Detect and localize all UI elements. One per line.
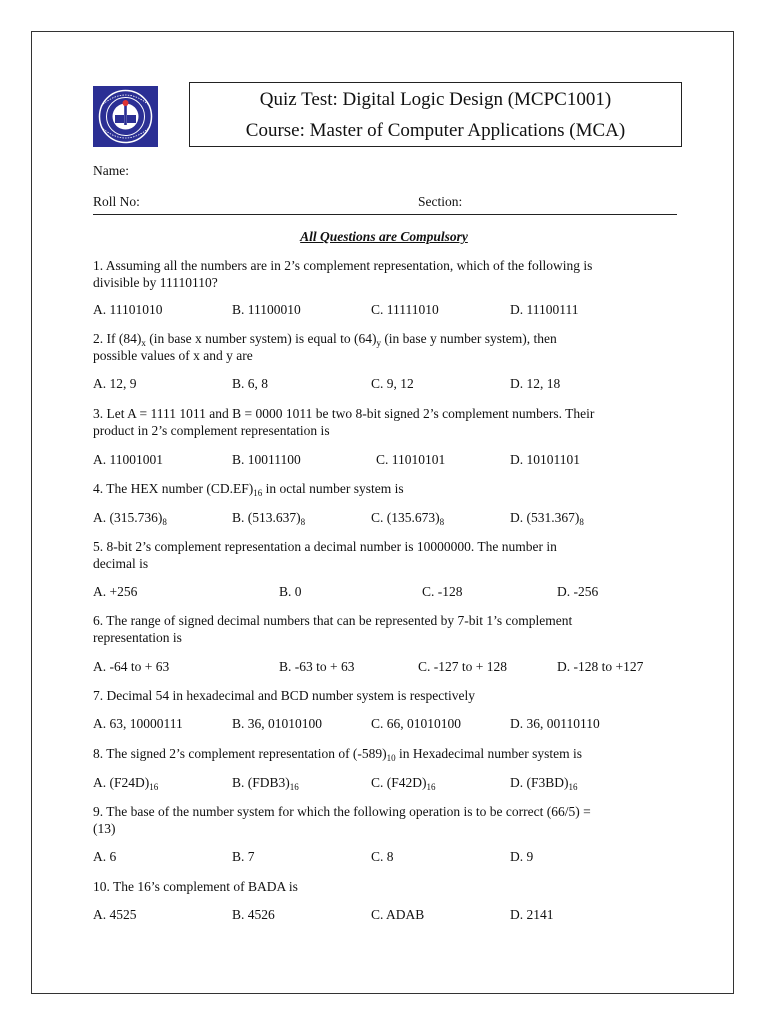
question-7 <box>93 687 683 704</box>
question-10-option-b: B. 4526 <box>232 907 275 922</box>
question-1-option-d: D. 11100111 <box>510 302 579 317</box>
question-6-line1: 6. The range of signed decimal numbers that can be represented by 7-bit 1’s complement <box>93 613 573 628</box>
question-2-option-c: C. 9, 12 <box>371 376 414 391</box>
question-3-option-b: B. 10011100 <box>232 452 301 467</box>
quiz-title: Quiz Test: Digital Logic Design (MCPC1001) <box>259 89 612 110</box>
question-8-option-a: A. $(F24D)_{16}$ <box>93 775 159 792</box>
question-10-option-d: D. 2141 <box>510 907 554 922</box>
name-label: Name: <box>93 163 129 178</box>
question-2-option-d: D. 12, 18 <box>510 376 561 391</box>
question-8 <box>93 745 683 762</box>
question-6-option-d: D. -128 to +127 <box>557 659 644 674</box>
question-2-line1: 2. If $(84)_x$ (in base x number system) is equal to $(64)_y$ (in base y number system), then <box>93 331 557 348</box>
question-4-option-c: C. $(135.673)_8$ <box>371 510 445 527</box>
question-6-option-c: C. -127 to + 128 <box>418 659 507 674</box>
question-4 <box>93 480 683 497</box>
question-7-line1: 7. Decimal 54 in hexadecimal and BCD number system is respectively <box>93 688 476 703</box>
question-4-option-a: A. $(315.736)_8$ <box>93 510 167 527</box>
question-2-option-a: A. 12, 9 <box>93 376 137 391</box>
question-2-line2: possible values of x and y are <box>93 348 253 363</box>
section-label: Section: <box>418 194 463 209</box>
question-1-option-c: C. 11111010 <box>371 302 439 317</box>
question-5-option-c: C. -128 <box>422 584 463 599</box>
question-6-line2: representation is <box>93 630 182 645</box>
question-8-line1: 8. The signed 2’s complement representation of $(-589)_{10}$ in Hexadecimal number system is <box>93 746 583 763</box>
question-9-option-c: C. 8 <box>371 849 394 864</box>
question-3-option-a: A. 11001001 <box>93 452 163 467</box>
question-7-option-a: A. 63, 10000111 <box>93 716 183 731</box>
question-10 <box>93 878 683 895</box>
question-7-option-d: D. 36, 00110110 <box>510 716 600 731</box>
question-9 <box>93 803 683 837</box>
question-3-option-c: C. 11010101 <box>376 452 446 467</box>
roll-no-label: Roll No: <box>93 194 140 209</box>
question-5-line2: decimal is <box>93 556 149 571</box>
question-3-line2: product in 2’s complement representation is <box>93 423 330 438</box>
institute-emblem-logo-icon <box>93 86 158 147</box>
question-3-option-d: D. 10101101 <box>510 452 580 467</box>
question-9-option-d: D. 9 <box>510 849 534 864</box>
course-title: Course: Master of Computer Applications (MCA) <box>245 120 626 141</box>
question-4-line1: 4. The HEX number $(CD.EF)_{16}$ in octal number system is <box>93 481 404 498</box>
question-7-option-c: C. 66, 01010100 <box>371 716 462 731</box>
question-1-option-a: A. 11101010 <box>93 302 163 317</box>
question-9-option-a: A. 6 <box>93 849 117 864</box>
question-8-option-d: D. $(F3BD)_{16}$ <box>510 775 578 792</box>
question-10-line1: 10. The 16’s complement of BADA is <box>93 879 298 894</box>
question-4-option-d: D. $(531.367)_8$ <box>510 510 584 527</box>
question-3 <box>93 405 683 439</box>
title-box <box>189 82 682 147</box>
question-1 <box>93 257 683 291</box>
question-10-option-c: C. ADAB <box>371 907 425 922</box>
question-6 <box>93 612 683 646</box>
question-9-option-b: B. 7 <box>232 849 255 864</box>
question-4-option-b: B. $(513.637)_8$ <box>232 510 306 527</box>
question-10-option-a: A. 4525 <box>93 907 137 922</box>
question-9-line1: 9. The base of the number system for which the following operation is to be correct (66/5) = <box>93 804 591 819</box>
question-2 <box>93 330 683 364</box>
question-2-option-b: B. 6, 8 <box>232 376 269 391</box>
question-5 <box>93 538 683 572</box>
question-6-option-b: B. -63 to + 63 <box>279 659 355 674</box>
question-8-option-c: C. $(F42D)_{16}$ <box>371 775 436 792</box>
instruction-heading: All Questions are Compulsory <box>300 229 468 244</box>
question-5-option-d: D. -256 <box>557 584 599 599</box>
question-8-option-b: B. $(FDB3)_{16}$ <box>232 775 299 792</box>
question-5-option-a: A. +256 <box>93 584 138 599</box>
question-7-option-b: B. 36, 01010100 <box>232 716 323 731</box>
question-5-line1: 5. 8-bit 2’s complement representation a decimal number is 10000000. The number in <box>93 539 557 554</box>
question-6-option-a: A. -64 to + 63 <box>93 659 170 674</box>
question-1-line2: divisible by 11110110? <box>93 275 218 290</box>
question-1-option-b: B. 11100010 <box>232 302 301 317</box>
question-1-line1: 1. Assuming all the numbers are in 2’s complement representation, which of the following is <box>93 258 593 273</box>
header-divider <box>93 214 677 215</box>
question-5-option-b: B. 0 <box>279 584 302 599</box>
question-9-line2: (13) <box>93 821 116 836</box>
question-3-line1: 3. Let A = 1111 1011 and B = 0000 1011 be two 8-bit signed 2’s complement numbers. Their <box>93 406 595 421</box>
